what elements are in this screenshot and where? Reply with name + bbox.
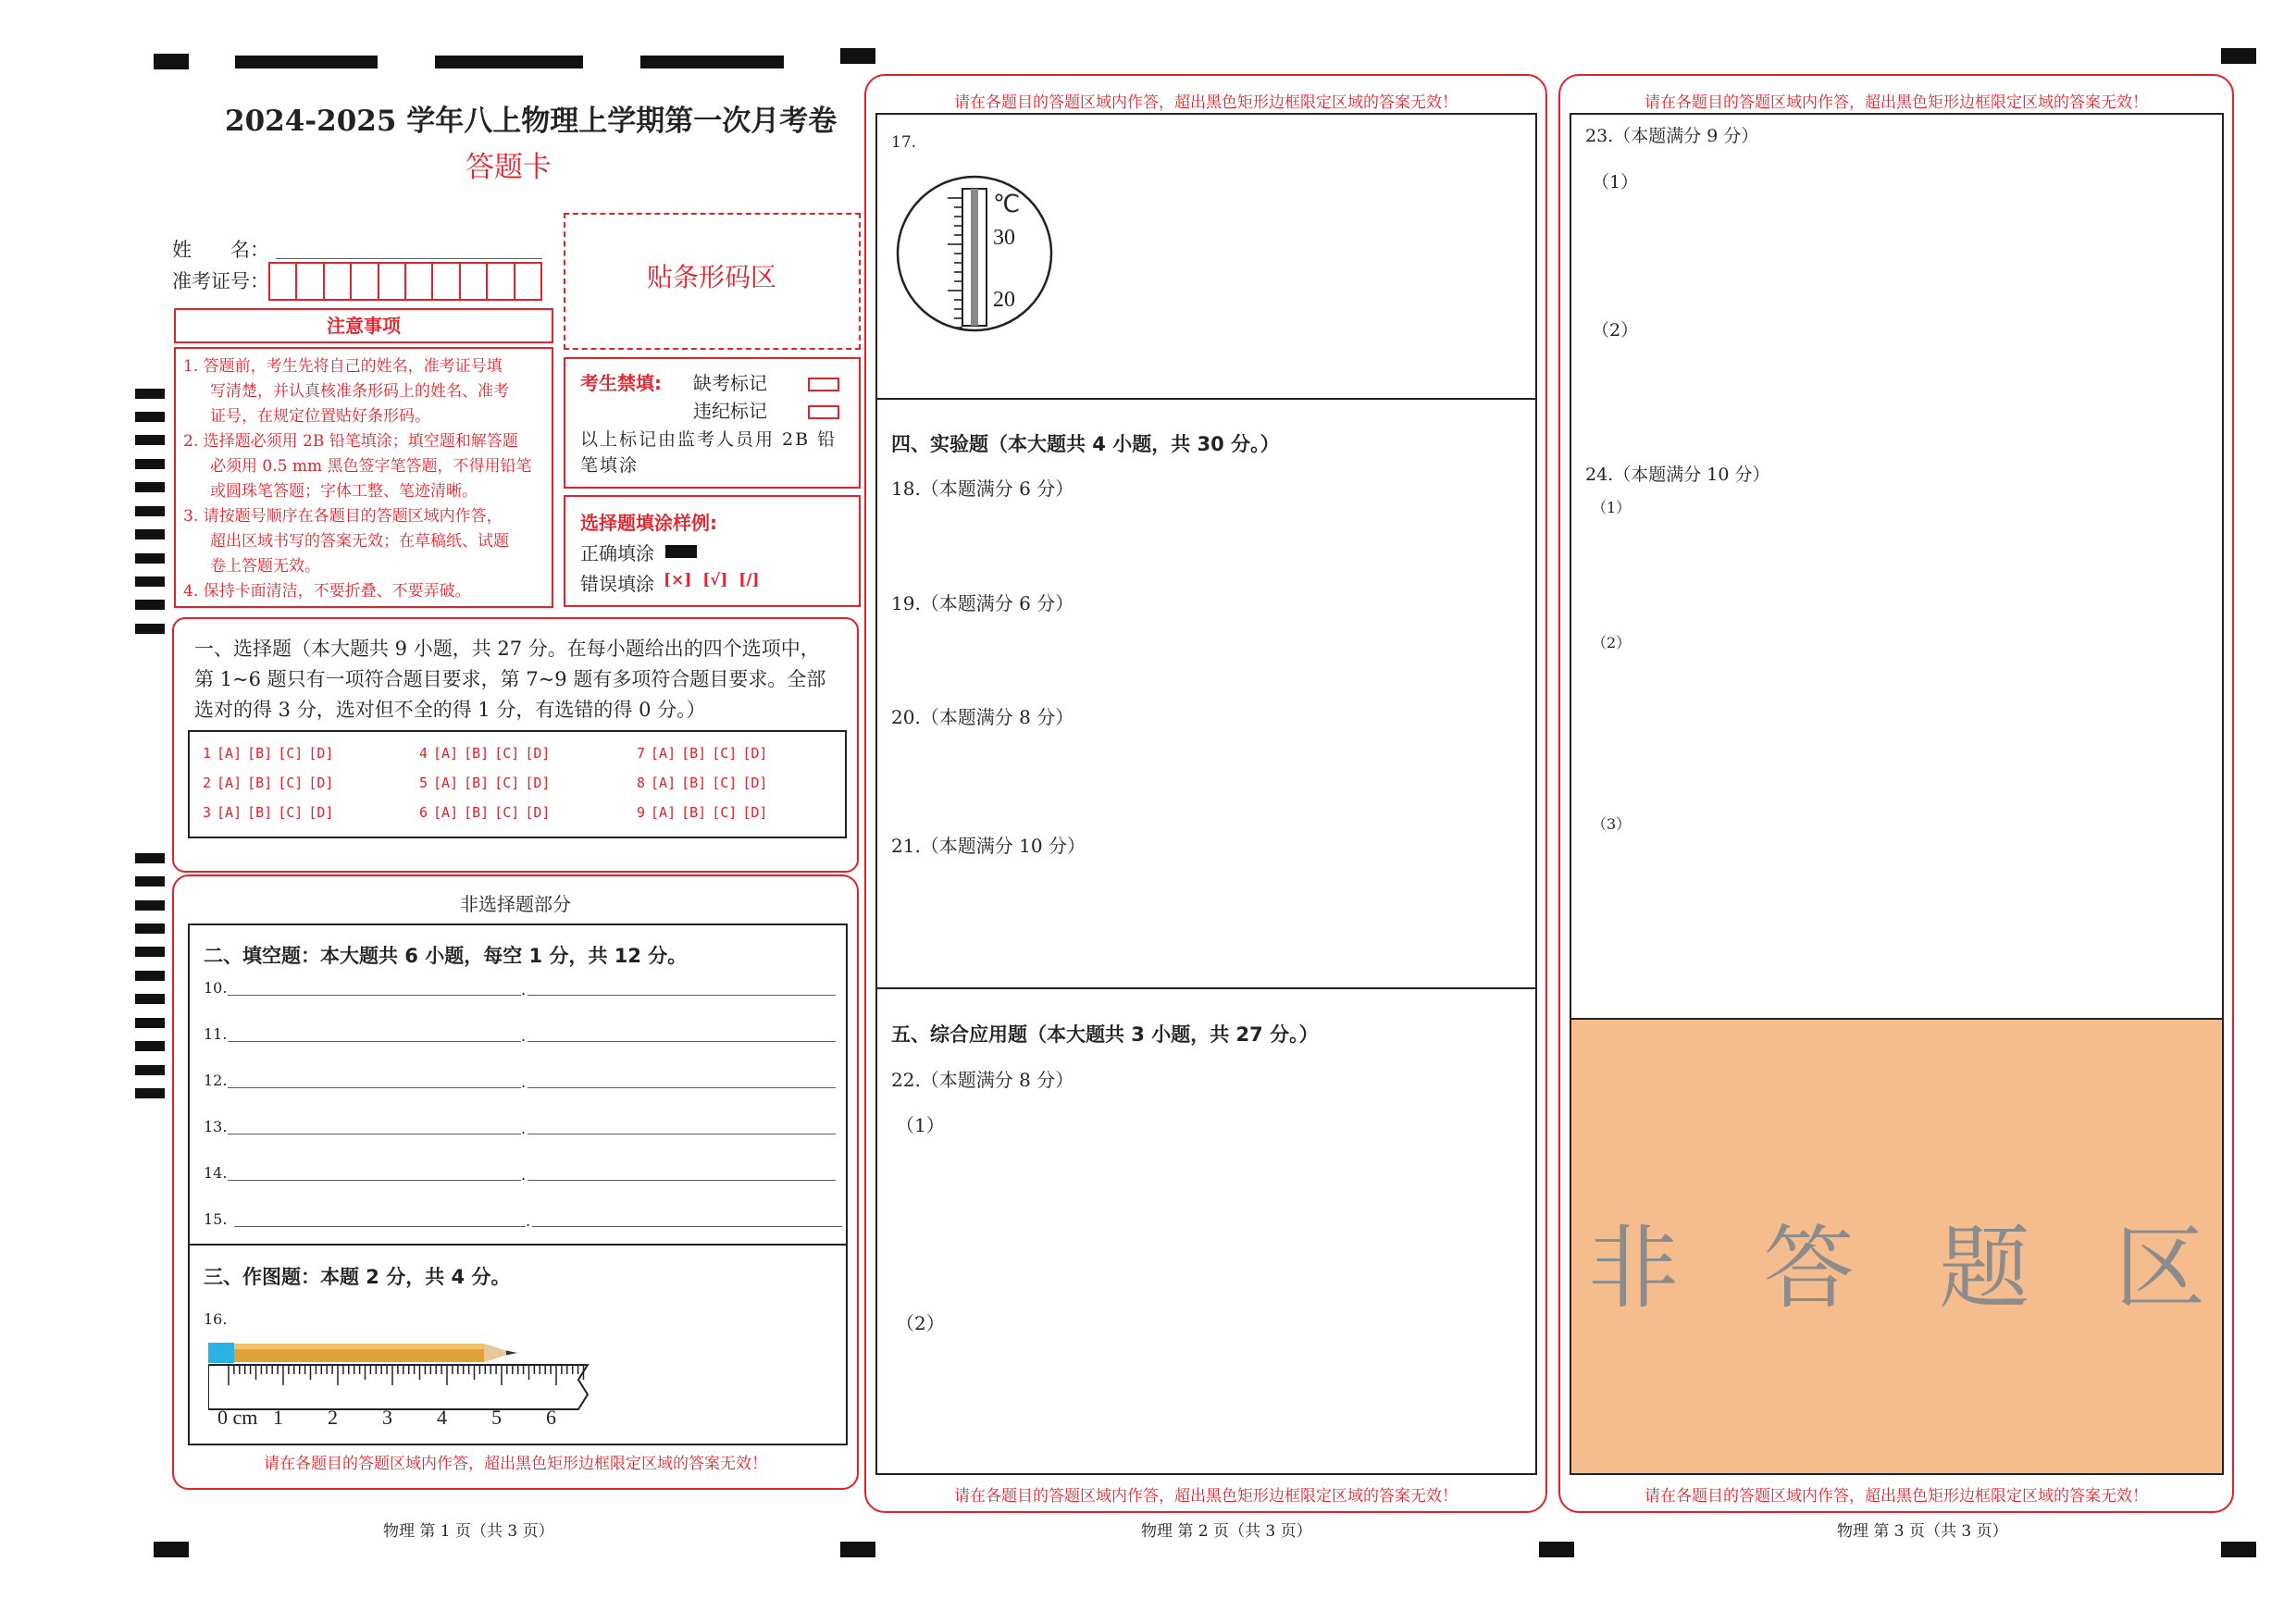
blank-label: 13. [204,1118,228,1135]
page-footer: 物理 第 1 页（共 3 页） [383,1522,554,1541]
blank-separator: . [521,1027,527,1045]
q22-part-label: （1） [896,1114,945,1136]
blank-label: 11. [204,1025,228,1043]
ruler-tick-label: 1 [273,1406,283,1429]
q24-label: 24.（本题满分 10 分） [1585,465,1770,485]
blank-separator: . [526,1212,531,1230]
q24-part-label: （1） [1592,499,1632,516]
ruler-tick-label: 4 [437,1406,447,1429]
q17-label: 17. [891,133,917,152]
q20-label: 20.（本题满分 8 分） [891,706,1074,728]
blank-field[interactable] [527,995,836,996]
timing-mark [2221,1542,2256,1557]
q22-part-label: （2） [896,1312,945,1334]
non-answer-zone [1571,1018,2222,1473]
blank-separator: . [521,1073,527,1091]
page3-frame [1558,74,2234,1513]
q24-part-label: （3） [1592,815,1632,833]
violation-mark-box[interactable] [808,405,839,419]
timing-mark [2221,48,2256,64]
timing-mark [435,56,583,68]
blank-field[interactable] [527,1180,836,1181]
ruler-tick-label: 5 [491,1406,502,1429]
blank-field[interactable] [228,1087,521,1088]
timing-mark [1539,1542,1574,1557]
q22-label: 22.（本题满分 8 分） [891,1069,1074,1091]
fill-sample-box [564,495,861,607]
q24-part-label: （2） [1592,634,1632,651]
warning-text: 请在各题目的答题区域内作答，超出黑色矩形边框限定区域的答案无效！ [1644,93,2148,112]
wrong-fill-label: 错误填涂 [580,573,654,595]
name-field[interactable] [276,258,542,259]
notice-header [174,308,553,343]
warning-text: 请在各题目的答题区域内作答，超出黑色矩形边框限定区域的答案无效！ [264,1455,767,1473]
pencil-eraser [208,1343,234,1363]
divider [877,987,1535,989]
notice-title: 注意事项 [327,315,401,337]
mcq-item[interactable]: 7 [A] [B] [C] [D] [637,745,768,762]
ruler-pencil-figure [208,1343,597,1431]
nonchoice-box [172,874,859,1490]
exam-title: 2024-2025 学年八上物理上学期第一次月考卷 [225,105,838,138]
thermometer-figure [891,170,1058,337]
timing-mark [154,1542,189,1557]
timing-mark [840,48,875,64]
warning-text: 请在各题目的答题区域内作答，超出黑色矩形边框限定区域的答案无效！ [954,1487,1458,1506]
mcq-item[interactable]: 8 [A] [B] [C] [D] [637,775,768,791]
blank-field[interactable] [527,1041,836,1042]
blank-label: 10. [204,979,228,997]
warning-text: 请在各题目的答题区域内作答，超出黑色矩形边框限定区域的答案无效！ [1644,1487,2148,1506]
section2-title: 二、填空题：本大题共 6 小题，每空 1 分，共 12 分。 [204,945,688,967]
absent-mark-box[interactable] [808,378,839,391]
thermo-label: 20 [993,288,1015,312]
barcode-label: 贴条形码区 [647,262,777,292]
timing-mark [640,56,784,68]
blank-label: 14. [204,1164,228,1182]
notice-box [174,347,553,608]
timing-mark [235,56,378,68]
q16-label: 16. [204,1310,228,1328]
absent-mark-label: 缺考标记 [693,372,767,394]
forbidden-note: 以上标记由监考人员用 2B 铅 [580,429,838,450]
q23-label: 23.（本题满分 9 分） [1585,126,1759,146]
mcq-item[interactable]: 2 [A] [B] [C] [D] [203,775,334,791]
page3-answer-area[interactable] [1570,113,2224,1475]
blank-label: 15. [204,1210,228,1228]
q19-label: 19.（本题满分 6 分） [891,592,1074,614]
section1-instructions: 一、选择题（本大题共 9 小题，共 27 分。在每小题给出的四个选项中， 第 1~6 题只有一项符合题目要求，第 7~9 题有多项符合题目要求。全部 选对的得 3 分，选对但不全的得 1 分，有选错的得 0 分。） [194,638,826,721]
nonchoice-title: 非选择题部分 [460,893,571,915]
mcq-item[interactable]: 1 [A] [B] [C] [D] [203,745,334,762]
forbidden-note: 笔填涂 [580,455,639,476]
warning-text: 请在各题目的答题区域内作答，超出黑色矩形边框限定区域的答案无效！ [954,93,1458,112]
mcq-item[interactable]: 6 [A] [B] [C] [D] [419,804,551,821]
mcq-item[interactable]: 3 [A] [B] [C] [D] [203,804,334,821]
mcq-item[interactable]: 9 [A] [B] [C] [D] [637,804,768,821]
blank-field[interactable] [532,1226,842,1227]
section5-title: 五、综合应用题（本大题共 3 小题，共 27 分。） [891,1023,1319,1046]
barcode-area[interactable] [564,213,861,350]
q21-label: 21.（本题满分 10 分） [891,835,1086,857]
blank-separator: . [521,1166,527,1184]
non-answer-label: 非 答 题 区 [1588,1216,2205,1321]
id-label: 准考证号： [172,270,269,292]
section1-box [172,617,859,873]
blank-field[interactable] [527,1087,836,1088]
mcq-item[interactable]: 4 [A] [B] [C] [D] [419,745,551,762]
mcq-grid [188,730,847,838]
page-footer: 物理 第 2 页（共 3 页） [1141,1522,1312,1541]
blank-field[interactable] [228,1041,521,1042]
divider [877,398,1535,400]
timing-mark [154,54,189,69]
thermo-label: 30 [993,226,1015,250]
q23-part-label: （2） [1592,320,1639,341]
page2-answer-area[interactable] [875,113,1537,1475]
correct-fill-sample [665,545,697,558]
mcq-item[interactable]: 5 [A] [B] [C] [D] [419,775,551,791]
fill-sample-title: 选择题填涂样例: [580,512,717,534]
blank-label: 12. [204,1072,228,1089]
section2-box [188,924,848,1246]
q23-part-label: （1） [1592,172,1639,192]
id-boxes[interactable] [268,262,542,301]
section3-box [188,1244,848,1445]
timing-mark [840,1542,875,1557]
answer-card-label: 答题卡 [465,151,552,184]
blank-field[interactable] [228,1180,521,1181]
correct-fill-label: 正确填涂 [580,542,654,564]
ruler-tick-label: 3 [382,1406,392,1429]
page2-frame [864,74,1547,1513]
blank-separator: . [521,981,527,998]
notice-item: 1. 答题前，考生先将自己的姓名，准考证号填 写清楚，并认真核准条形码上的姓名、准考 证号，在规定位置贴好条形码。 2. 选择题必须用 2B 铅笔填涂；填空题和解答题 必须用 0.5 mm 黑色签字笔答题，不得用铅笔 或圆珠笔答题；字体工整、笔迹清晰。 3. 请按题号顺序在各题目的答题区域内作答， 超出区域书写的答案无效；在草稿纸、试题 卷上答题无效。 4. 保持卡面清洁，不要折叠、不要弄破。 [183,357,532,601]
blank-separator: . [521,1120,527,1137]
ruler-tick-label: 2 [328,1406,338,1429]
page-footer: 物理 第 3 页（共 3 页） [1837,1522,2008,1541]
forbidden-label: 考生禁填: [580,372,662,394]
thermo-unit: ℃ [993,191,1021,217]
name-label: 姓 名： [172,239,269,261]
blank-field[interactable] [228,995,521,996]
ruler-tick-label: 0 cm [217,1406,258,1429]
violation-mark-label: 违纪标记 [693,400,767,422]
wrong-fill-samples: [×] [√] [/] [664,571,760,589]
thermometer-liquid [971,189,978,326]
section4-title: 四、实验题（本大题共 4 小题，共 30 分。） [891,433,1280,455]
blank-field[interactable] [234,1226,526,1227]
ruler-tick-label: 6 [546,1406,556,1429]
forbidden-box [564,357,861,489]
section3-title: 三、作图题：本题 2 分，共 4 分。 [204,1266,511,1288]
q18-label: 18.（本题满分 6 分） [891,477,1074,500]
